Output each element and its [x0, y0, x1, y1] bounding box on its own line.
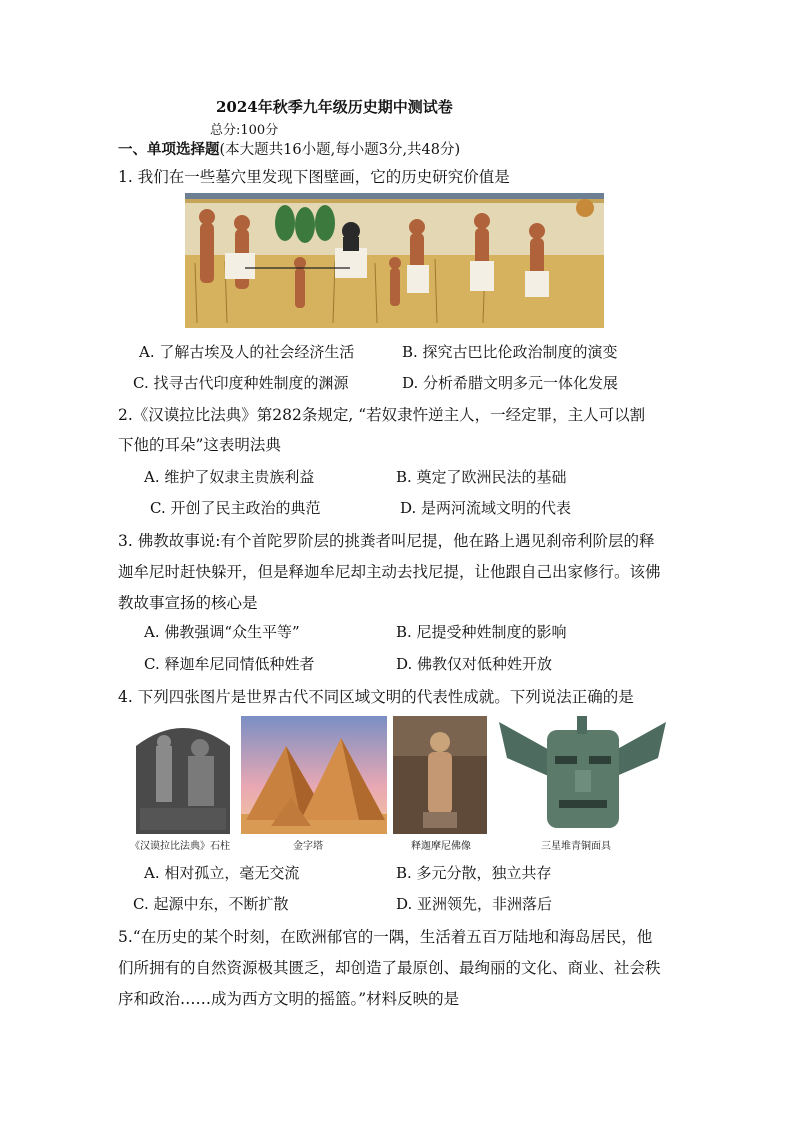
q3-option-a: A. 佛教强调“众生平等” — [144, 623, 300, 641]
q5-stem-line1: 5.“在历史的某个时刻，在欧洲郁官的一隅，生活着五百万陆地和海岛居民，他 — [118, 928, 653, 946]
total-score: 总分:100分 — [210, 123, 279, 138]
caption-hammurabi: 《汉谟拉比法典》石柱 — [130, 841, 230, 852]
q2-option-c: C. 开创了民主政治的典范 — [150, 499, 321, 517]
q2-stem-line1: 2.《汉谟拉比法典》第282条规定, “若奴隶忤逆主人，一经定罪，主人可以割 — [118, 406, 646, 424]
q2-stem-line2: 下他的耳朵”这表明法典 — [118, 436, 281, 454]
section-note: (本大题共16小题,每小题3分,共48分) — [219, 142, 461, 158]
exam-title: 2024年秋季九年级历史期中测试卷 — [216, 98, 453, 116]
q2-option-d: D. 是两河流域文明的代表 — [400, 499, 572, 517]
q5-stem-line2: 们所拥有的自然资源极其匮乏，却创造了最原创、最绚丽的文化、商业、社会秩 — [118, 959, 661, 977]
q3-stem-line1: 3. 佛教故事说:有个首陀罗阶层的挑粪者叫尼提，他在路上遇见刹帝利阶层的释 — [118, 532, 655, 550]
section-label: 一、单项选择题 — [118, 141, 220, 158]
q5-stem-line3: 序和政治……成为西方文明的摇篮。”材料反映的是 — [118, 990, 460, 1008]
q3-option-d: D. 佛教仅对低种姓开放 — [396, 655, 553, 673]
q3-stem-line2: 迦牟尼时赶快躲开，但是释迦牟尼却主动去找尼提，让他跟自己出家修行。该佛 — [118, 563, 661, 581]
q4-option-b: B. 多元分散，独立共存 — [396, 864, 552, 882]
section-heading — [118, 138, 460, 159]
q3-stem-line3: 教故事宣扬的核心是 — [118, 594, 258, 612]
caption-pyramid: 金字塔 — [293, 841, 323, 852]
q1-option-a: A. 了解古埃及人的社会经济生活 — [139, 343, 355, 361]
q1-stem: 1. 我们在一些墓穴里发现下图壁画，它的历史研究价值是 — [118, 168, 510, 186]
q3-option-c: C. 释迦牟尼同情低种姓者 — [144, 655, 315, 673]
q4-option-a: A. 相对孤立，毫无交流 — [144, 864, 300, 882]
q2-option-b: B. 奠定了欧洲民法的基础 — [396, 468, 567, 486]
sanxingdui-mask-image — [495, 712, 670, 836]
hammurabi-stele-image — [130, 716, 236, 834]
q3-option-b: B. 尼提受种姓制度的影响 — [396, 623, 567, 641]
pyramid-image — [241, 716, 387, 834]
q1-option-d: D. 分析希腊文明多元一体化发展 — [402, 374, 619, 392]
q4-stem: 4. 下列四张图片是世界古代不同区域文明的代表性成就。下列说法正确的是 — [118, 688, 634, 706]
caption-mask: 三星堆青铜面具 — [541, 841, 611, 852]
q4-option-d: D. 亚洲领先，非洲落后 — [396, 895, 553, 913]
q1-option-c: C. 找寻古代印度种姓制度的渊源 — [133, 374, 349, 392]
q1-option-b: B. 探究古巴比伦政治制度的演变 — [402, 343, 618, 361]
q2-option-a: A. 维护了奴隶主贵族利益 — [144, 468, 315, 486]
buddha-statue-image — [393, 716, 487, 834]
q4-option-c: C. 起源中东，不断扩散 — [133, 895, 289, 913]
caption-buddha: 释迦摩尼佛像 — [411, 841, 471, 852]
q1-mural-image — [185, 193, 604, 328]
